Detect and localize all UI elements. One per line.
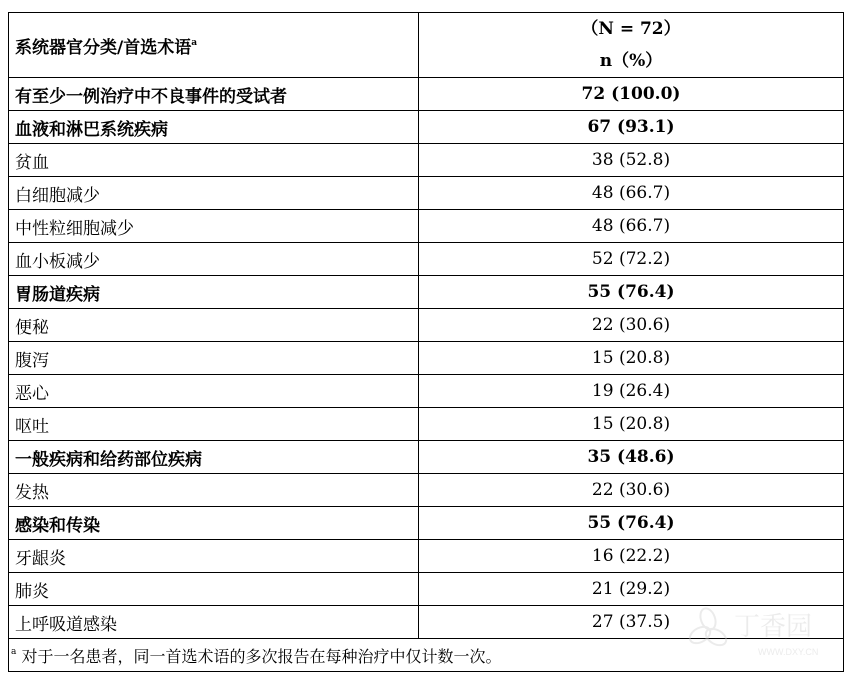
category-label: 血液和淋巴系统疾病 [9,111,419,144]
count-percent-value: 16 (22.2) [419,540,844,573]
term-label: 发热 [9,474,419,507]
category-label: 胃肠道疾病 [9,276,419,309]
table-header-row [9,13,844,78]
term-label: 腹泻 [9,342,419,375]
category-row [9,78,844,111]
term-label: 中性粒细胞减少 [9,210,419,243]
table-row [9,375,844,408]
adverse-events-table [8,12,844,672]
count-percent-value: 48 (66.7) [419,210,844,243]
table-row [9,309,844,342]
count-percent-value: 19 (26.4) [419,375,844,408]
category-row [9,111,844,144]
footnote-text: 对于一名患者，同一首选术语的多次报告在每种治疗中仅计数一次。 [16,646,502,666]
term-label: 白细胞减少 [9,177,419,210]
table-row [9,606,844,639]
watermark-subtext: WWW.DXY.CN [758,647,819,657]
count-percent-value: 22 (30.6) [419,474,844,507]
footnote-marker: a [11,646,17,657]
count-percent-value: 15 (20.8) [419,408,844,441]
category-row [9,441,844,474]
footnote-row [9,639,844,672]
category-row [9,507,844,540]
table-row [9,573,844,606]
count-percent-value: 48 (66.7) [419,177,844,210]
term-label: 上呼吸道感染 [9,606,419,639]
header-soc-pt-cell [9,13,419,78]
watermark-text: 丁香园 [734,611,813,641]
footnote-ref-a: a [191,37,198,48]
count-percent-value: 72 (100.0) [419,78,844,111]
term-label: 恶心 [9,375,419,408]
count-percent-value: 55 (76.4) [419,507,844,540]
header-soc-pt-label: 系统器官分类/首选术语 [15,37,192,58]
category-row [9,276,844,309]
term-label: 便秘 [9,309,419,342]
header-n-percent: n（%） [599,51,663,71]
table-row [9,408,844,441]
table-row [9,210,844,243]
header-n-total: （N = 72） [581,19,681,39]
category-label: 感染和传染 [9,507,419,540]
table-row [9,243,844,276]
count-percent-value: 21 (29.2) [419,573,844,606]
category-label: 一般疾病和给药部位疾病 [9,441,419,474]
count-percent-value: 27 (37.5) [419,606,844,639]
term-label: 牙龈炎 [9,540,419,573]
count-percent-value: 35 (48.6) [419,441,844,474]
count-percent-value: 15 (20.8) [419,342,844,375]
table-row [9,474,844,507]
count-percent-value: 22 (30.6) [419,309,844,342]
term-label: 贫血 [9,144,419,177]
header-count-cell [419,13,844,78]
table-row [9,144,844,177]
count-percent-value: 38 (52.8) [419,144,844,177]
table-row [9,177,844,210]
term-label: 血小板减少 [9,243,419,276]
count-percent-value: 55 (76.4) [419,276,844,309]
footnote-cell [9,639,844,672]
table-row [9,540,844,573]
category-label: 有至少一例治疗中不良事件的受试者 [9,78,419,111]
term-label: 呕吐 [9,408,419,441]
count-percent-value: 52 (72.2) [419,243,844,276]
count-percent-value: 67 (93.1) [419,111,844,144]
term-label: 肺炎 [9,573,419,606]
table-row [9,342,844,375]
